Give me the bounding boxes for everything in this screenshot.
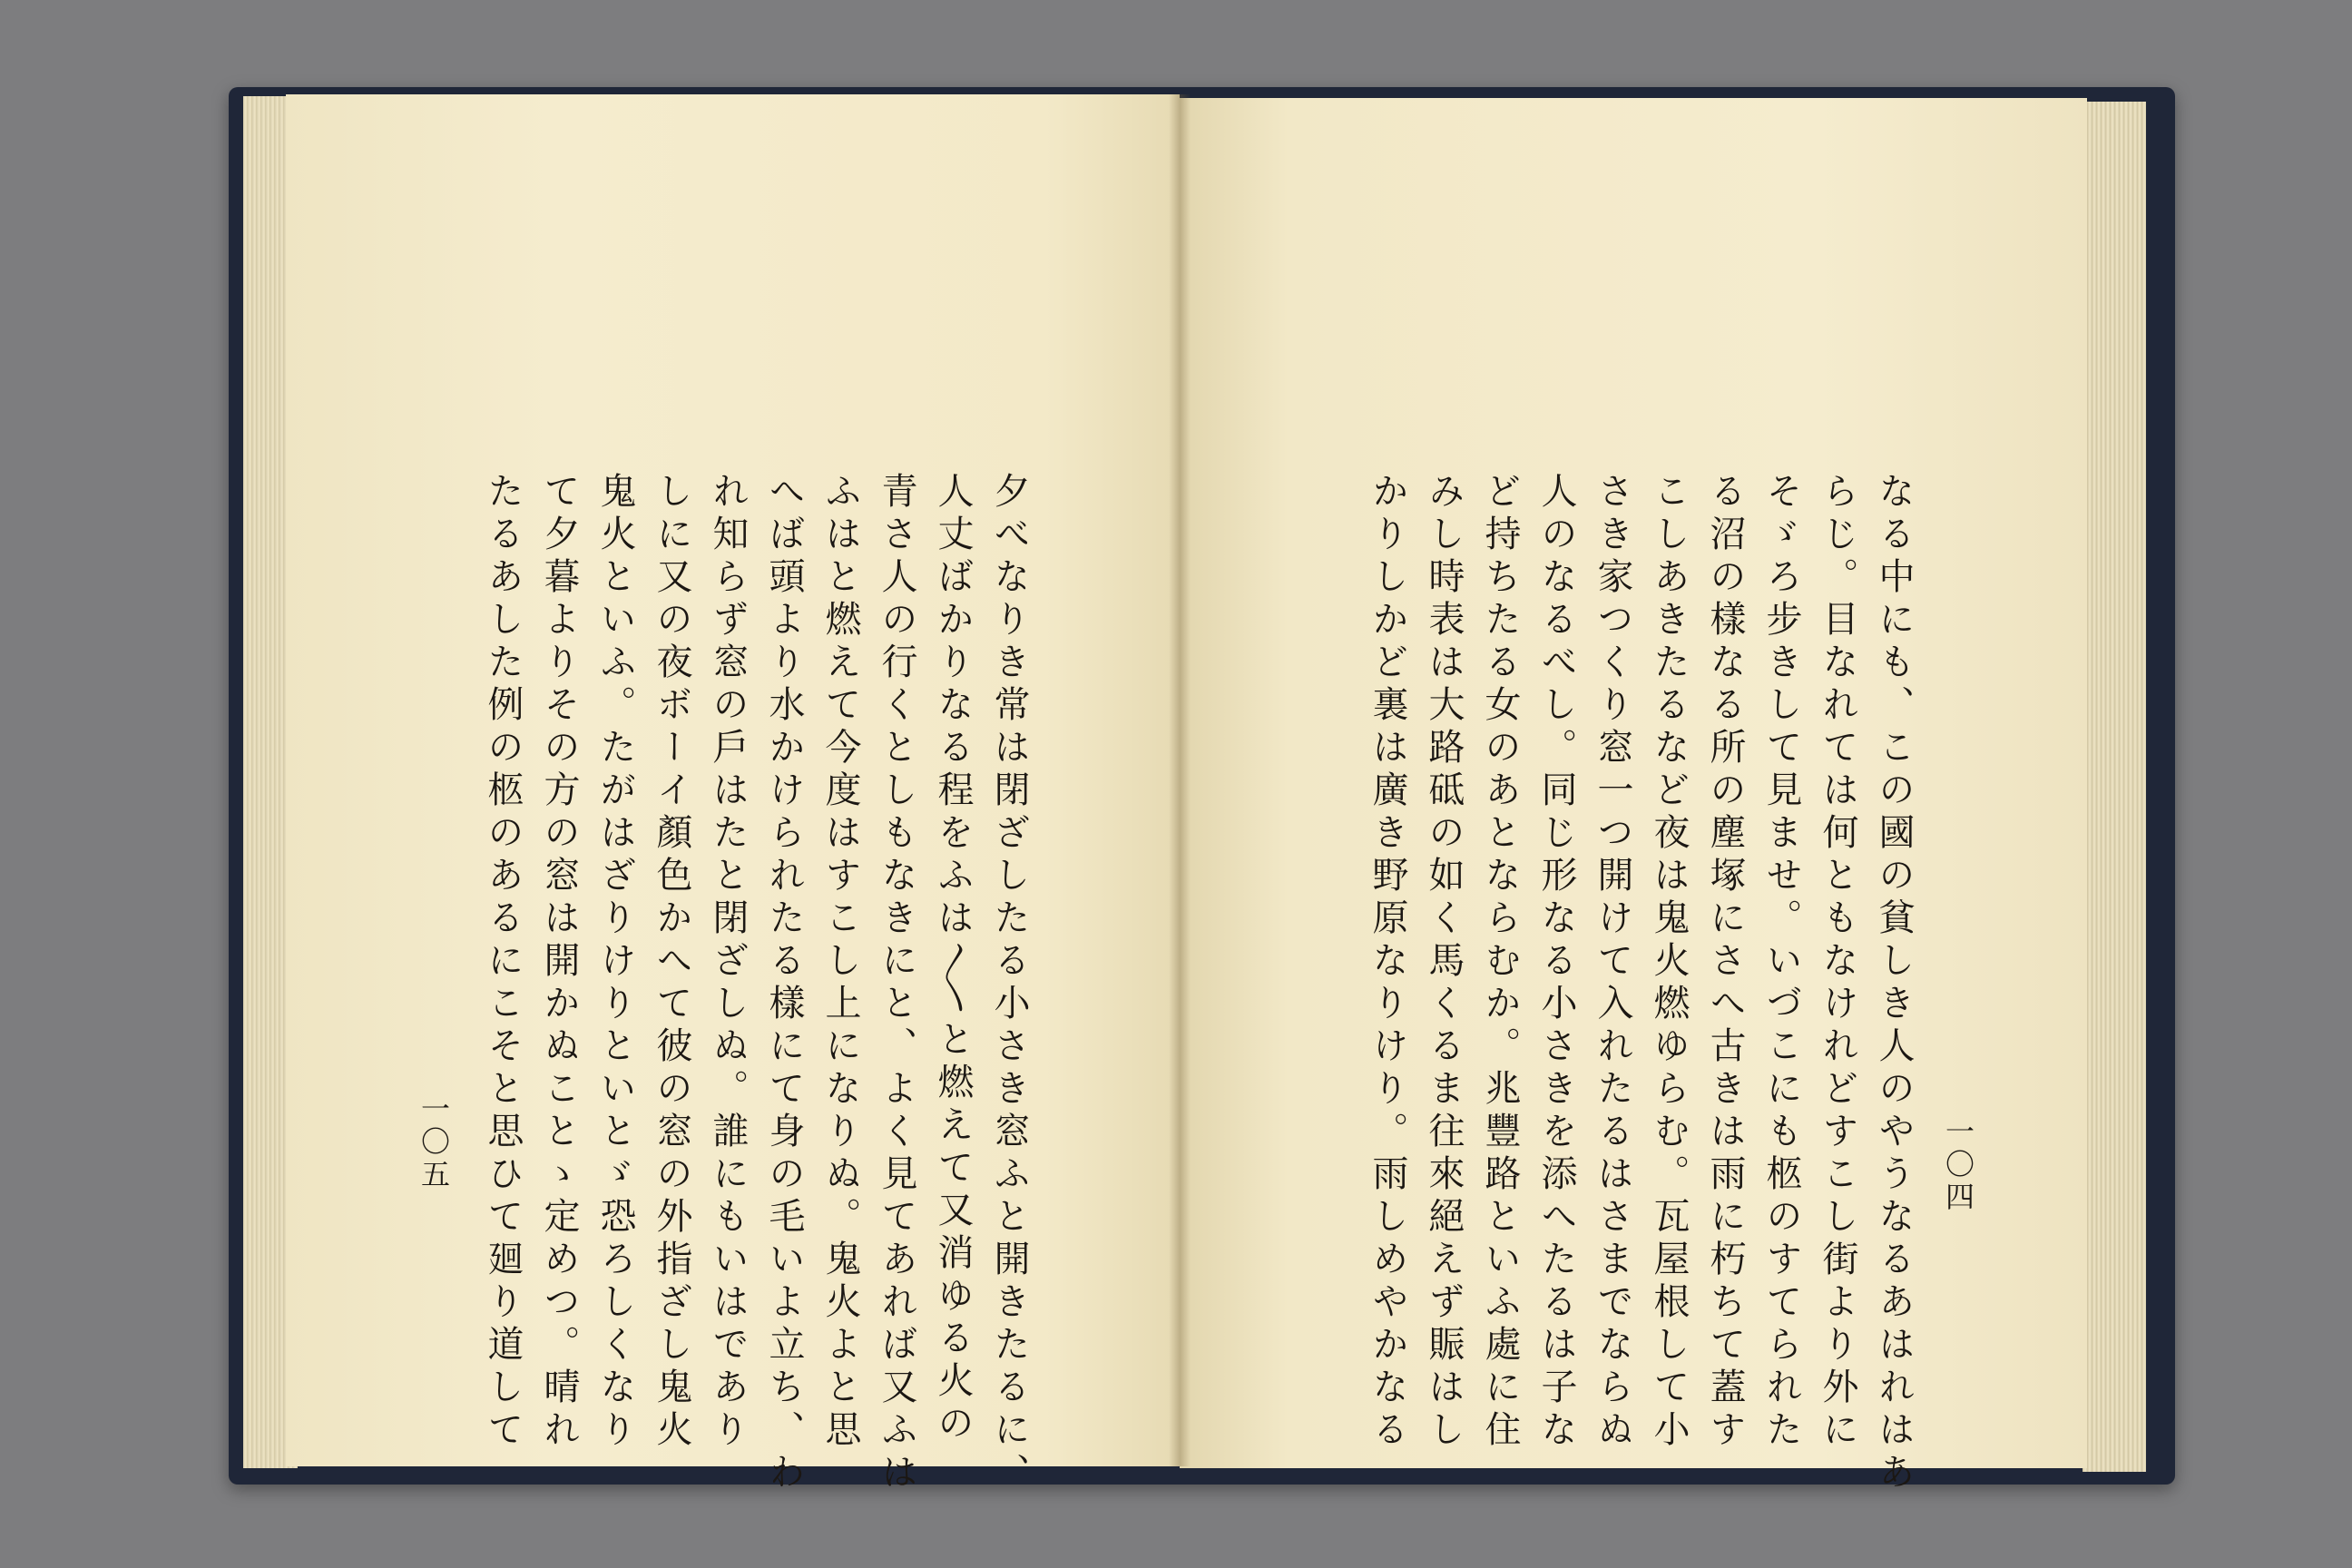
- text-column: さき家つくり窓一つ開けて入れたるはさまでならぬ: [1592, 472, 1633, 1453]
- text-column: みし時表は大路砥の如く馬くるま往來絕えず賑はし: [1423, 472, 1465, 1453]
- text-column: たるあした例の柩のあるにこそと思ひて廻り道して: [482, 472, 524, 1453]
- right-page-text: [1352, 472, 1915, 1495]
- text-column: る沼の樣なる所の塵塚にさへ古きは雨に朽ちて蓋す: [1704, 472, 1746, 1453]
- text-column: しに又の夜ボーイ顏色かへて彼の窓の外指ざし鬼火: [651, 472, 692, 1453]
- text-column: ど持ちたる女のあとならむか。兆豐路といふ處に住: [1479, 472, 1521, 1453]
- right-page-edges: [2082, 102, 2146, 1472]
- text-column: 人丈ばかりなる程をふは〳〵と燃えて又消ゆる火の: [932, 472, 974, 1446]
- text-column: へば頭より水かけられたる樣にて身の毛いよ立ち、わ: [763, 472, 805, 1495]
- text-column: ふはと燃えて今度はすこし上になりぬ。鬼火よと思: [819, 472, 861, 1453]
- text-column: て夕暮よりその方の窓は開かぬことゝ定めつ。晴れ: [538, 472, 580, 1453]
- text-column: こしあきたるなど夜は鬼火燃ゆらむ。瓦屋根して小: [1648, 472, 1690, 1453]
- text-column: そゞろ步きして見ませ。いづこにも柩のすてられた: [1760, 472, 1802, 1453]
- text-column: かりしかど裏は廣き野原なりけり。雨しめやかなる: [1367, 472, 1408, 1453]
- text-column: 夕べなりき常は閉ざしたる小さき窓ふと開きたるに、: [988, 472, 1030, 1495]
- left-page-number: 一〇五: [416, 1093, 451, 1191]
- text-column: 青さ人の行くとしもなきにと、よく見てあれば又ふは: [876, 472, 917, 1495]
- book-gutter: [1169, 94, 1191, 1466]
- text-column: なる中にも、この國の貧しき人のやうなるあはれはあ: [1873, 472, 1915, 1495]
- text-column: らじ。目なれては何ともなけれどすこし街より外に: [1817, 472, 1858, 1453]
- right-page-number: 一〇四: [1941, 1116, 1975, 1214]
- text-column: 鬼火といふ。たがはざりけりといとゞ恐ろしくなり: [594, 472, 636, 1453]
- text-column: 人のなるべし。同じ形なる小さきを添へたるは子な: [1535, 472, 1577, 1453]
- text-column: れ知らず窓の戶はたと閉ざしぬ。誰にもいはであり: [707, 472, 749, 1453]
- left-page-text: [449, 472, 1030, 1495]
